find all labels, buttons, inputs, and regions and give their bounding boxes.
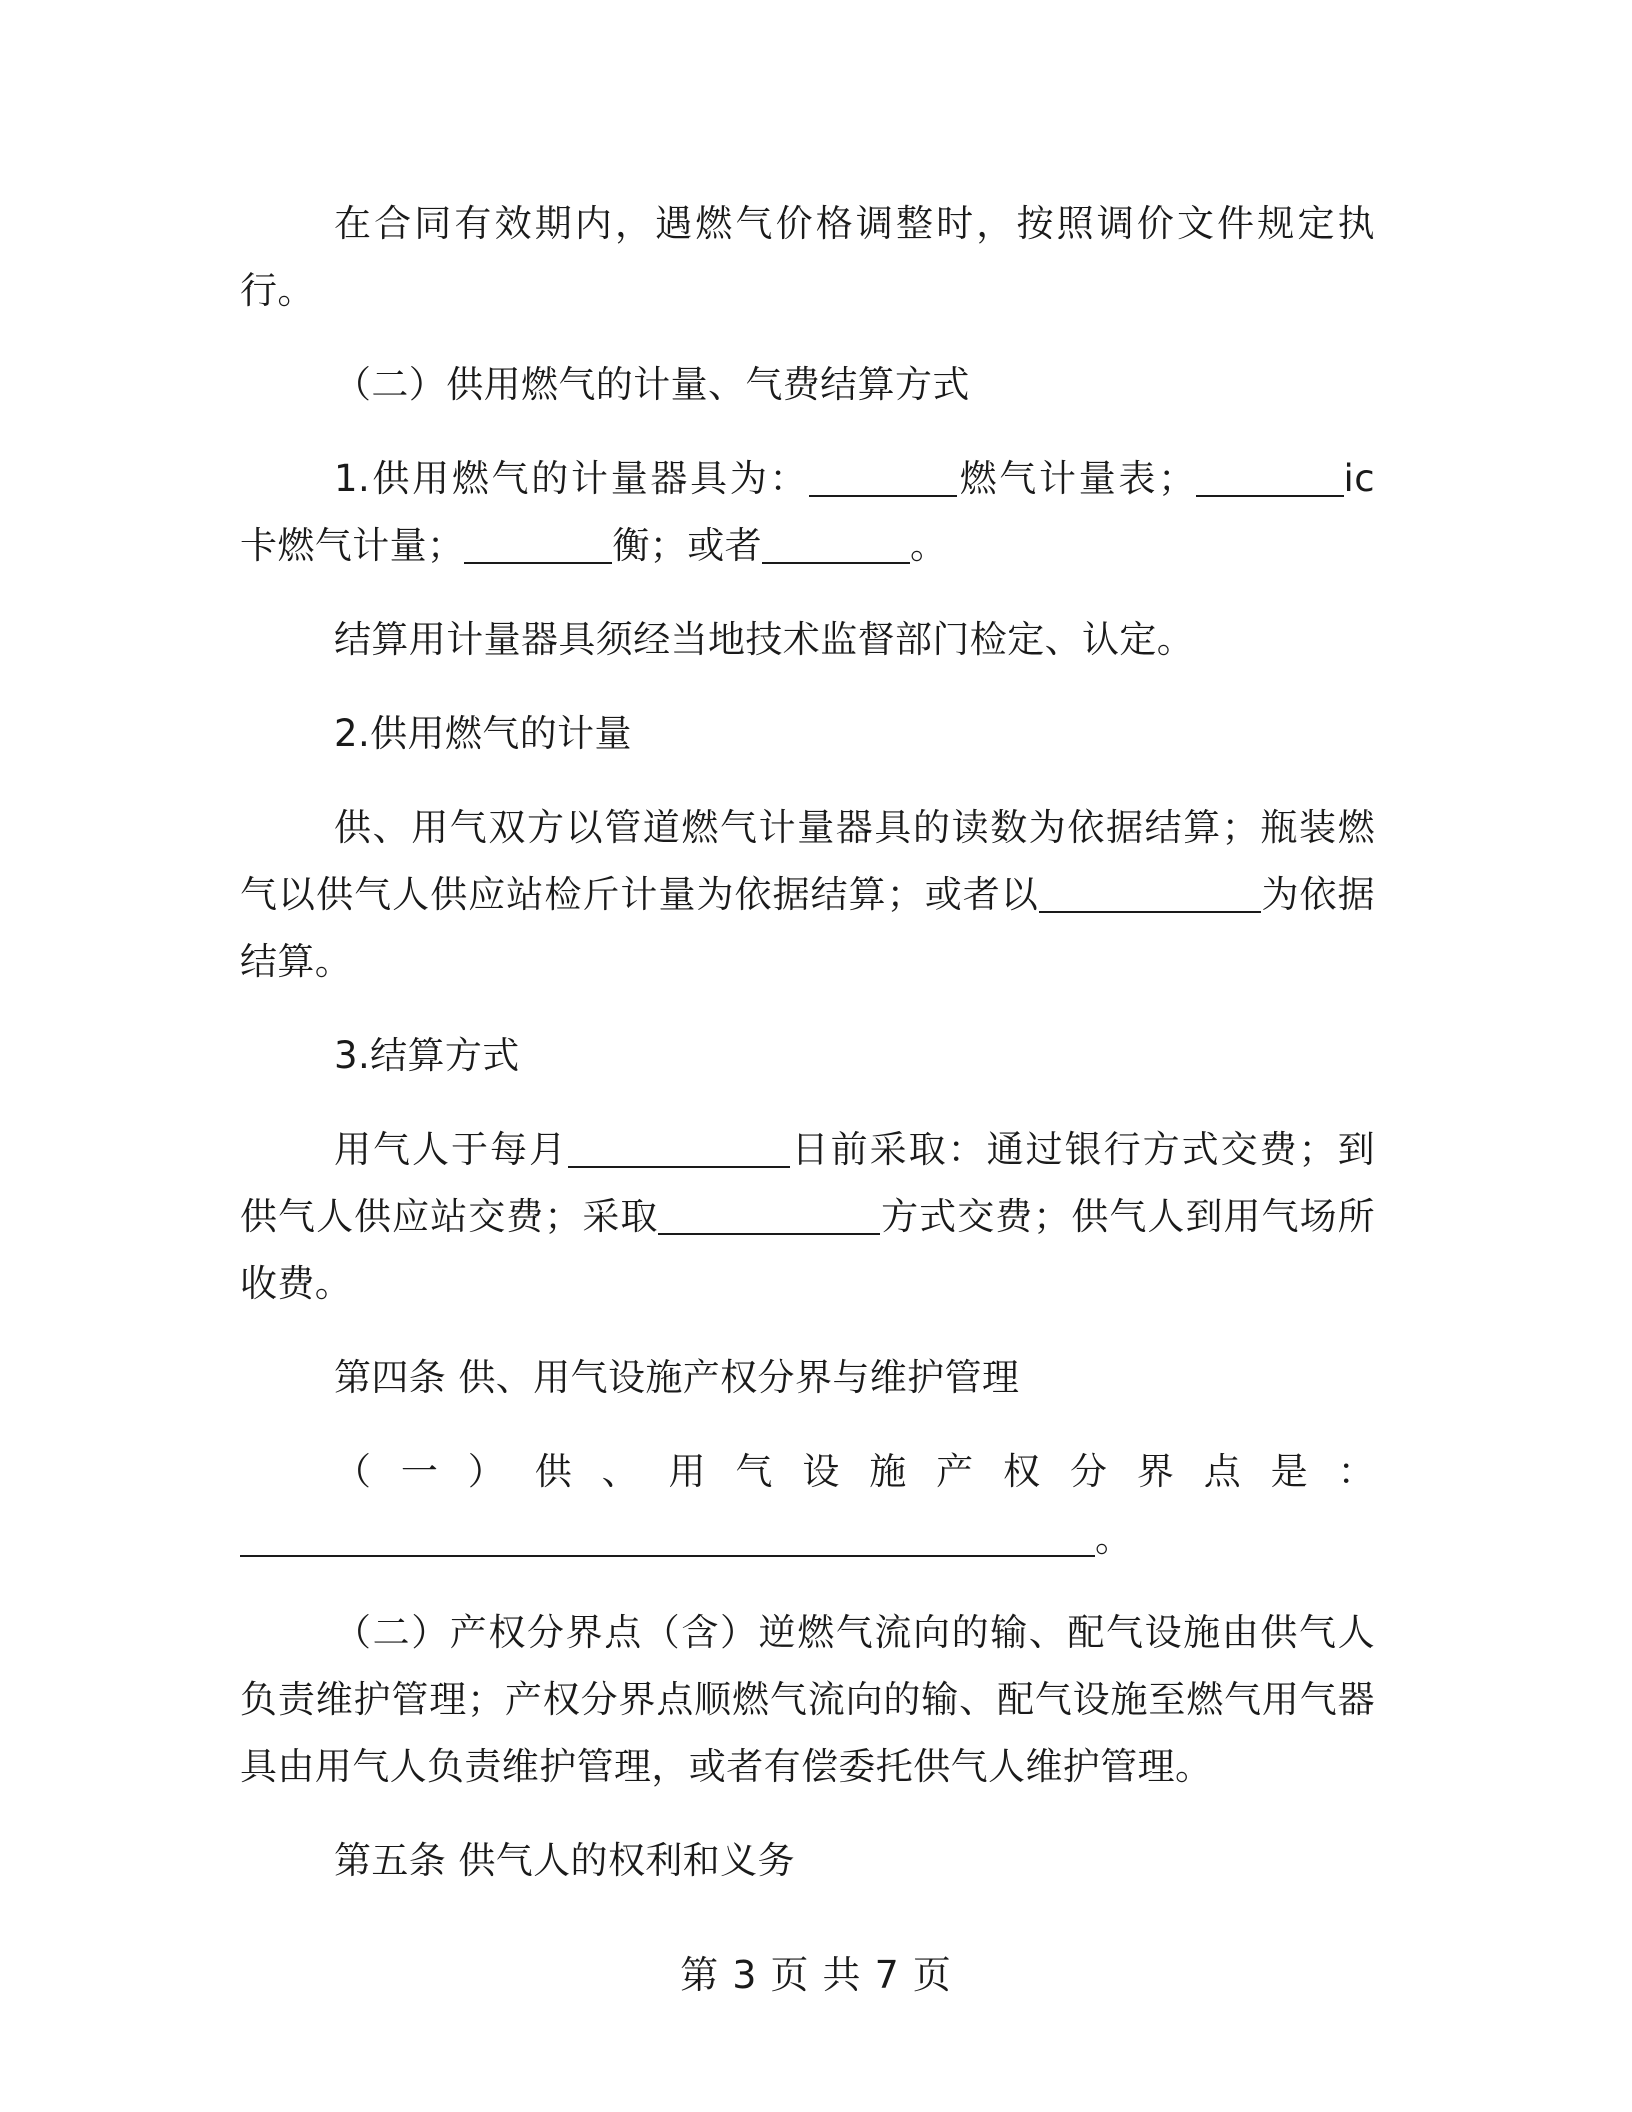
paragraph-price-adjustment: 在合同有效期内，遇燃气价格调整时，按照调价文件规定执行。 [240, 202, 1375, 312]
document-body [240, 190, 1375, 1921]
text-segment: 燃气计量表； [957, 457, 1196, 500]
page-number-footer: 第 3 页 共 7 页 [680, 1953, 952, 1997]
fill-blank [1196, 455, 1344, 497]
fill-blank [1039, 871, 1261, 913]
fill-blank [687, 1515, 1095, 1557]
fill-blank [240, 1515, 687, 1557]
subheading-settlement-method: 3.结算方式 [334, 1034, 520, 1077]
text-segment: 为依据结算。 [240, 873, 1375, 983]
subheading-gas-metering: 2.供用燃气的计量 [334, 712, 632, 755]
paragraph-device-certification: 结算用计量器具须经当地技术监督部门检定、认定。 [334, 618, 1195, 661]
fill-blank [568, 1126, 790, 1168]
text-segment: 。 [910, 524, 948, 567]
text-segment: 1.供用燃气的计量器具为： [334, 457, 810, 500]
paragraph-maintenance-responsibility: （二）产权分界点（含）逆燃气流向的输、配气设施由供气人负责维护管理；产权分界点顺燃气流向的输、配气设施至燃气用气器具由用气人负责维护管理，或者有偿委托供气人维护管理。 [240, 1611, 1375, 1788]
paragraph-metering-basis [240, 794, 1375, 995]
text-segment: 供、用气双方以管道燃气计量器具的读数为依据结算；瓶装燃气以供气人供应站检斤计量为依据结算；或者以 [240, 806, 1375, 916]
text-segment: （一）供、用气设施产权分界点是： [334, 1450, 1375, 1493]
fill-blank [658, 1193, 880, 1235]
paragraph-boundary-point [240, 1438, 1375, 1572]
text-segment: 日前采取：通过银行方式交费；到供气人供应站交费；采取 [240, 1128, 1375, 1238]
fill-blank [464, 522, 612, 564]
text-segment: 衡；或者 [612, 524, 763, 567]
text-segment: 方式交费；供气人到用气场所收费。 [240, 1195, 1376, 1305]
fill-blank [762, 522, 910, 564]
article-heading-five: 第五条 供气人的权利和义务 [334, 1839, 795, 1882]
section-heading-metering: （二）供用燃气的计量、气费结算方式 [334, 363, 970, 406]
text-segment: 。 [1095, 1517, 1133, 1560]
text-segment: 用气人于每月 [334, 1128, 568, 1171]
paragraph-metering-devices [240, 445, 1375, 579]
fill-blank [809, 455, 957, 497]
article-heading-four: 第四条 供、用气设施产权分界与维护管理 [334, 1356, 1020, 1399]
text-segment: ic 卡燃气计量； [240, 457, 1375, 567]
paragraph-settlement-method [240, 1116, 1375, 1317]
